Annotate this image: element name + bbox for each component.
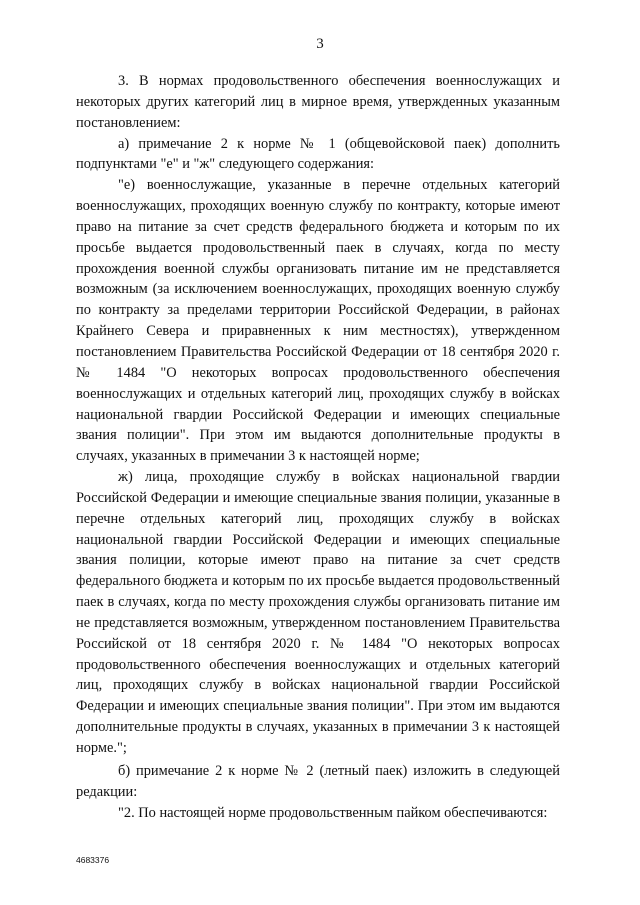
paragraph-a-note-2: а) примечание 2 к норме № 1 (общевойсковой паек) дополнить подпунктами "е" и "ж" следующего содержания:	[76, 135, 560, 173]
paragraph-subitem-zh: ж) лица, проходящие службу в войсках национальной гвардии Российской Федерации и имеющие специальные звания полиции, указанные в перечне отдельных категорий лиц, проходящих службу в войсках национальной гвардии Российской Федерации и имеющих специальные звания полиции, которые имеют право на питание за счет средств федерального бюджета и которым по их просьбе выдается продовольственный паек в случаях, когда по месту прохождения службы организовать питание им не представляется возможным, утвержденном постановлением Правительства Российской от 18 сентября 2020 г. № 1484 "О некоторых вопросах продовольственного обеспечения военнослужащих и отдельных категорий лиц, проходящих службу в войсках национальной гвардии Российской Федерации и имеющих специальные звания полиции". При этом им выдаются дополнительные продукты в случаях, указанных в примечании 3 к настоящей норме.";	[76, 469, 560, 756]
page-number: 3	[316, 36, 324, 52]
paragraph-quote-2: "2. По настоящей норме продовольственным пайком обеспечиваются:	[118, 804, 548, 821]
document-id: 4683376	[76, 855, 110, 865]
paragraph-3-intro: 3. В нормах продовольственного обеспечения военнослужащих и некоторых других категорий лиц в мирное время, утвержденных указанным постановлением:	[76, 73, 560, 131]
paragraph-subitem-e: "е) военнослужащие, указанные в перечне отдельных категорий военнослужащих, проходящих военную службу по контракту, которые имеют право на питание за счет средств федерального бюджета и которым по их просьбе выдается продовольственный паек в случаях, когда по месту прохождения военной службы организовать питание им не представляется возможным (за исключением военнослужащих, проходящих военную службу по контракту за пределами территории Российской Федерации, в районах Крайнего Севера и приравненных к ним местностях), утвержденном постановлением Правительства Российской Федерации от 18 сентября 2020 г. № 1484 "О некоторых вопросах продовольственного обеспечения военнослужащих и отдельных категорий лиц, проходящих службу в войсках национальной гвардии Российской Федерации и имеющих специальные звания полиции". При этом им выдаются дополнительные продукты в случаях, указанных в примечании 3 к настоящей норме;	[76, 177, 560, 465]
document-body	[76, 71, 560, 823]
paragraph-b-note-2: б) примечание 2 к норме № 2 (летный паек) изложить в следующей редакции:	[76, 762, 560, 800]
